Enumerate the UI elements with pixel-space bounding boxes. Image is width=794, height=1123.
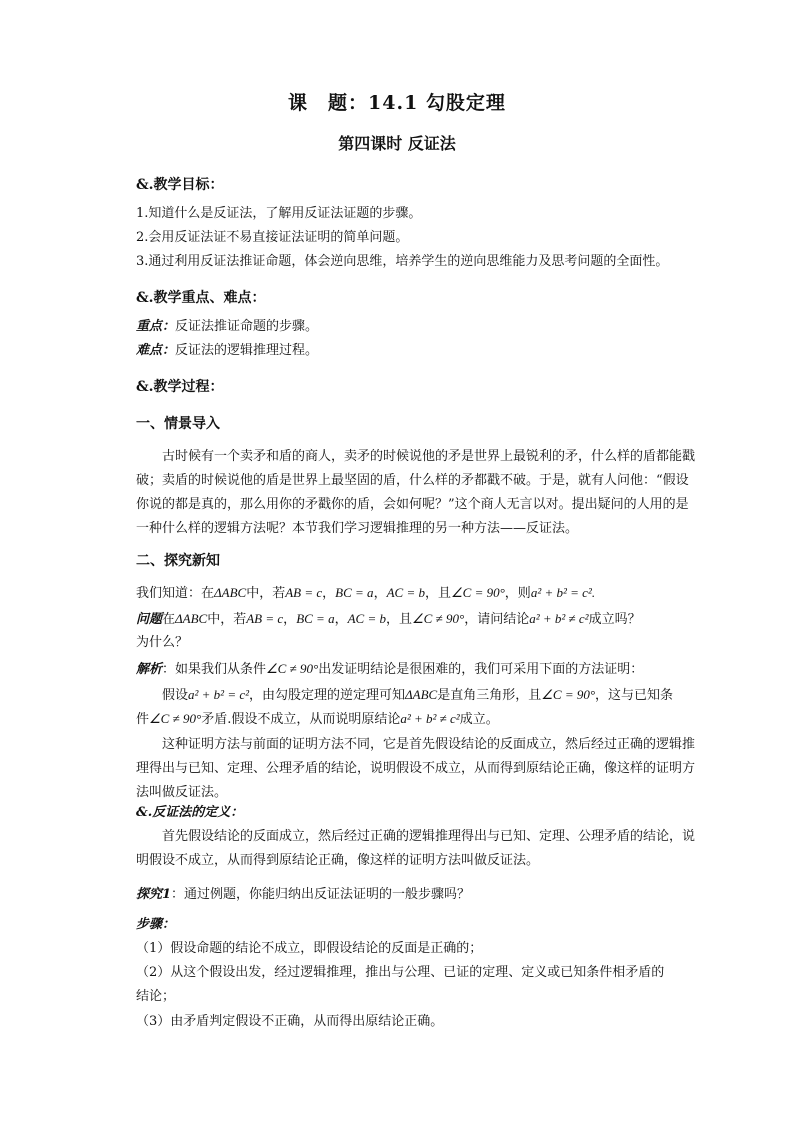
key-point-text: 反证法推证命题的步骤。 [175,319,319,334]
objective-item: 3.通过利用反证法推证命题，体会逆向思维，培养学生的逆向思维能力及思考问题的全面性。 [136,254,669,269]
step-item: （2）从这个假设出发，经过逻辑推理，推出与公理、已证的定理、定义或已知条件相矛盾的 [136,965,665,980]
known-statement: 我们知道：在ΔABC中，若AB = c，BC = a，AC = b，且∠C = 90°，则a² + b² = c². [136,585,596,601]
explore-line: 探究1：通过例题，你能归纳出反证法证明的一般步骤吗？ [136,887,471,902]
steps-label: 步骤： [136,917,176,932]
objectives-heading: &.教学目标： [136,177,224,193]
difficulty-line [136,339,318,363]
paragraph-line: 破；卖盾的时候说他的盾是世界上最坚固的盾，什么样的矛都戳不破。于是，就有人问他：“假设 [136,473,689,488]
difficulty-label: 难点： [136,343,176,358]
proof-line-1: 假设a² + b² = c²，由勾股定理的逆定理可知ΔABC是直角三角形，且∠C = 90°，这与已知条 [162,687,674,703]
keypoints-heading: &.教学重点、难点： [136,290,266,306]
definition-line: 首先假设结论的反面成立，然后经过正确的逻辑推理得出与已知、定理、公理矛盾的结论，说 [162,829,696,844]
objective-item: 1.知道什么是反证法，了解用反证法证题的步骤。 [136,206,422,221]
paragraph-line: 法叫做反证法。 [136,785,228,800]
definition-heading: &.反证法的定义： [136,805,244,820]
process-heading: &.教学过程： [136,379,224,395]
step-item: （3）由矛盾判定假设不正确，从而得出原结论正确。 [136,1014,444,1029]
part2-heading: 二、探究新知 [136,553,220,569]
definition-line: 明假设不成立，从而得到原结论正确，像这样的证明方法叫做反证法。 [136,853,540,868]
question-line: 问题在ΔABC中，若AB = c，BC = a，AC = b，且∠C ≠ 90°，请问结论a² + b² ≠ c²成立吗？ [136,611,641,627]
step-item: （1）假设命题的结论不成立，即假设结论的反面是正确的； [136,941,483,956]
analysis-line: 解析：如果我们从条件∠C ≠ 90°出发证明结论是很困难的，我们可采用下面的方法证明： [136,661,644,677]
explore-label: 探究1 [136,887,172,902]
paragraph-line: 你说的都是真的，那么用你的矛戳你的盾，会如何呢？”这个商人无言以对。提出疑问的人用的是 [136,497,689,512]
objective-item: 2.会用反证法证不易直接证法证明的简单问题。 [136,230,409,245]
question-line-2: 为什么？ [136,635,189,650]
paragraph-line: 一种什么样的逻辑方法呢？本节我们学习逻辑推理的另一种方法——反证法。 [136,521,579,536]
question-label: 问题 [136,612,163,627]
step-item: 结论； [136,989,176,1004]
paragraph-line: 理得出与已知、定理、公理矛盾的结论，说明假设不成立，从而得到原结论正确，像这样的证明方 [136,761,696,776]
proof-line-2: 件∠C ≠ 90°矛盾.假设不成立，从而说明原结论a² + b² ≠ c²成立。 [136,711,499,727]
key-point-line [136,315,318,339]
key-point-label: 重点： [136,319,176,334]
analysis-label: 解析 [136,662,163,677]
paragraph-line: 古时候有一个卖矛和盾的商人，卖矛的时候说他的矛是世界上最锐利的矛，什么样的盾都能戳 [162,449,696,464]
difficulty-text: 反证法的逻辑推理过程。 [175,343,319,358]
paragraph-line: 这种证明方法与前面的证明方法不同，它是首先假设结论的反面成立，然后经过正确的逻辑推 [162,737,696,752]
page-subtitle: 第四课时 反证法 [338,134,456,153]
page-title: 课 题：14.1 勾股定理 [288,92,506,114]
part1-heading: 一、情景导入 [136,416,220,432]
